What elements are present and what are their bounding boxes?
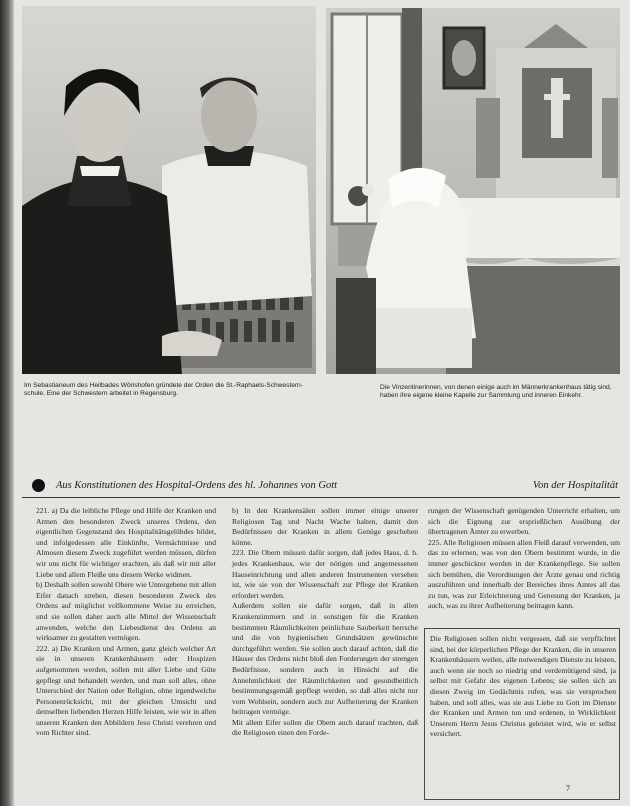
paragraph: b) Deshalb sollen sowohl Obere wie Untergebene mit allen Eifer danach streben, diesen besonderen Zweck des Ordens auf möglichst vollkommene Weise zu erreichen, und sie sollen daher auch alle Mittel der Wissenschaft anwenden, welche den Liebesdienst des Ordens an wirksamer zu gestalten vermögen. bbox=[36, 580, 216, 643]
section-title: Aus Konstitutionen des Hospital-Ordens des hl. Johannes von Gott bbox=[56, 480, 338, 491]
page-number: 7 bbox=[566, 784, 570, 793]
paragraph: rungen der Wissenschaft genügenden Unterricht erhalten, um sich die Eignung zur ersprießlichen Ausübung der übertragenen Ämter zu erwerben. bbox=[428, 506, 620, 537]
paragraph: b) In den Krankensälen sollen immer einige unserer Religiosen Tag und Nacht Wache halten, damit den Bedürfnissen der Kranken in allem Genüge geschehen könne. bbox=[232, 506, 418, 547]
paragraph: Außerdem sollen sie dafür sorgen, daß in allen Krankenzimmern und in sonstigen für die Kranken bestimmten Räumlichkeiten peinlichste Sauberkeit herrsche und die von hygienischen Grundsätzen gewünschte durchgeführt werden. Sie sollen auch darauf achten, daß die Häuser des Ordens nicht bloß den Forderungen der strengen Bedürfnisse, sondern auch in Hinsicht auf die Annehmlichkeit der Räumlichkeiten und gesundheitlich bestimmungsgemäß gepflegt werden, so daß alles nicht nur vom Wohlsein, sondern auch zur Aufheiterung der Kranken beitragen vermöge. bbox=[232, 601, 418, 717]
caption-right: Die Vinzentinerinnen, von denen einige auch im Männerkrankenhaus tätig sind, haben ihre eigene kleine Kapelle zur Sammlung und inneren Einkehr. bbox=[380, 384, 612, 399]
paragraph: 225. Alle Religiosen müssen allen Fleiß darauf verwenden, um das zu erlernen, was von den Obern bestimmt wurde, in die immer geschickter werden in der Krankenpflege. Sie sollen sich bemühen, die Verordnungen der Ärzte genau und richtig auszuführen und innerhalb der Bereiches ihres Amtes all das zu tun, was zur Erleichterung und Genesung der Kranken, ja auch, was zu ihrer Aufheiterung beitragen kann. bbox=[428, 537, 620, 611]
paragraph: 221. a) Da die leibliche Pflege und Hilfe der Kranken und Armen den besonderen Zweck unseres Ordens, den eigentlichen Gegenstand des Hospitalitätsgelübdes bildet, und infolgedessen alle Einkünfte, Vermächtnisse und Almosen diesem Zweck zugeführt werden müssen, dürfen wir uns nicht für wichtiger erachten, als daß wir mit aller Liebe und allem Fleiße uns diesem Werke widmen. bbox=[36, 506, 216, 579]
caption-left: Im Sebastianeum des Heilbades Wörishofen gründete der Orden die St.-Raphaels-Schwestern-schule. Eine der Schwestern arbeitet in Regensburg. bbox=[24, 382, 303, 397]
paragraph: 222. a) Die Kranken und Armen, ganz gleich welcher Art sie in unseren Krankenhäusern oder Hospizen aufgenommen werden, sollen mit aller Liebe und Güte gepflegt und behandelt werden, und man soll alles, ohne Unterschied der Nation oder Religion, ohne irgendwelche Personenrücksicht, mit der gleichen Umsicht und demselben liebenden Herzen Hilfe leisten, wie wir in allen unseren Kranken den Abbildern Jesu Christi verehren und vom Richter sind. bbox=[36, 643, 216, 738]
photo-nurse-and-assistant bbox=[22, 6, 316, 374]
text-column-3 bbox=[428, 506, 620, 612]
section-right-title: Von der Hospitalität bbox=[532, 480, 618, 491]
page-edge bbox=[0, 0, 14, 806]
quote-box-text: Die Religiosen sollen nicht vergessen, daß sie verpflichtet sind, bei der körperlichen Pflege der Kranken, die in unseren Krankenhäusern weilen, alle notwendigen Dienste zu leisten, auch wenn sie noch so niedrig und verdemütigend sind, ja selbst mit Gefahr des eigenen Lebens; sie sollen sich an diesen Zweig im Gedächtnis rufen, was sie versprochen haben, und soll alles, was sie aus Liebe zu Gott im Dienste der Kranken und Armen tun und erdenen, in Wirklichkeit Unserem Herrn Jesus Christus geleistet wird, wie er selbst versichert. bbox=[430, 634, 616, 739]
section-header bbox=[22, 479, 620, 498]
text-column-2 bbox=[232, 506, 418, 739]
text-column-1 bbox=[36, 506, 216, 739]
photo-chapel-nun bbox=[326, 8, 620, 374]
bullet-icon bbox=[32, 479, 45, 492]
paragraph: Mit allem Eifer sollen die Obern auch darauf trachten, daß die Religiosen einen den Forde- bbox=[232, 717, 418, 738]
paragraph: 223. Die Obern müssen dafür sorgen, daß jedes Haus, d. h. jedes Krankenhaus, wie der nötigen und angemessenen Hauseinrichtung und allen anderen Instrumenten versehen ist, wie sie von der Wissenschaft zur Pflege der Kranken erfordert werden. bbox=[232, 548, 418, 600]
